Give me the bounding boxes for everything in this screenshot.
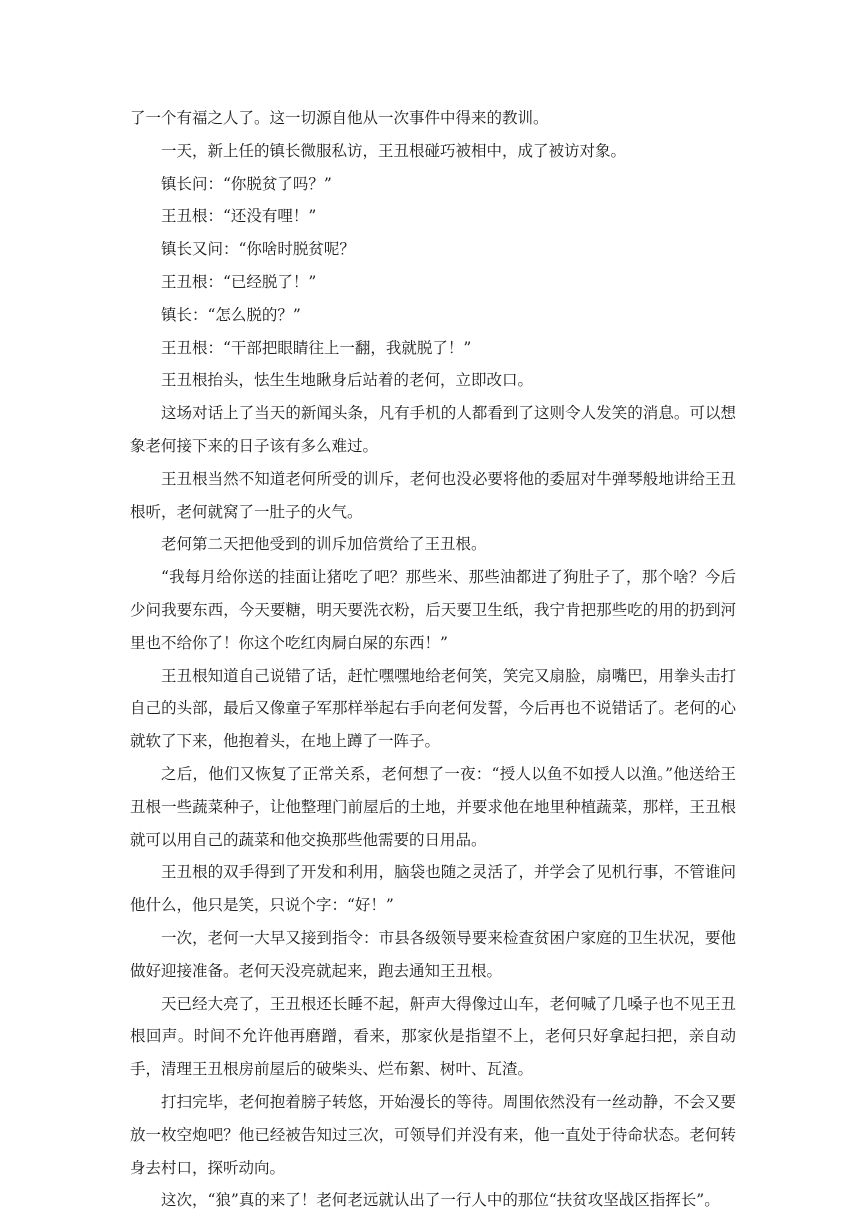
paragraph: 王丑根的双手得到了开发和利用，脑袋也随之灵活了，并学会了见机行事，不管谁问他什么，他只是笑，只说个字：“好！”: [130, 863, 736, 915]
paragraph: “我每月给你送的挂面让猪吃了吧？那些米、那些油都进了狗肚子了，那个啥？今后少问我要东西，今天要糖，明天要洗衣粉，后天要卫生纸，我宁肯把那些吃的用的扔到河里也不给你了！你这个吃红肉屙白屎的东西！”: [130, 568, 736, 652]
document-page: [130, 102, 736, 1217]
dialogue-line: 镇长又问：“你啥时脱贫呢？: [161, 240, 355, 259]
paragraph: 王丑根当然不知道老何所受的训斥，老何也没必要将他的委屈对牛弹琴般地讲给王丑根听，老何就窝了一肚子的火气。: [130, 469, 736, 521]
paragraph: 这场对话上了当天的新闻头条，凡有手机的人都看到了这则令人发笑的消息。可以想象老何接下来的日子该有多么难过。: [130, 404, 736, 455]
dialogue-line: 王丑根：“还没有哩！”: [161, 207, 317, 226]
paragraph: 打扫完毕，老何抱着膀子转悠，开始漫长的等待。周围依然没有一丝动静，不会又要放一枚空炮吧？他已经被告知过三次，可领导们并没有来，他一直处于待命状态。老何转身去村口，探听动向。: [130, 1092, 736, 1177]
paragraph: 一次，老何一大早又接到指令：市县各级领导要来检查贫困户家庭的卫生状况，要他做好迎接准备。老何天没亮就起来，跑去通知王丑根。: [130, 928, 736, 980]
paragraph: 天已经大亮了，王丑根还长睡不起，鼾声大得像过山车，老何喊了几嗓子也不见王丑根回声。时间不允许他再磨蹭，看来，那家伙是指望不上，老何只好拿起扫把，亲自动手，清理王丑根房前屋后的破柴头、烂布絮、树叶、瓦渣。: [130, 994, 736, 1079]
paragraph: 老何第二天把他受到的训斥加倍赏给了王丑根。: [161, 535, 487, 554]
paragraph: 一天，新上任的镇长微服私访，王丑根碰巧被相中，成了被访对象。: [161, 141, 627, 160]
dialogue-line: 镇长：“怎么脱的？”: [161, 305, 301, 324]
paragraph: 王丑根抬头，怯生生地瞅身后站着的老何，立即改口。: [161, 371, 534, 390]
paragraph-continuation: 了一个有福之人了。这一切源自他从一次事件中得来的教训。: [130, 109, 549, 127]
dialogue-line: 王丑根：“已经脱了！”: [161, 272, 317, 291]
paragraph: 这次，“狼”真的来了！老何老远就认出了一行人中的那位“扶贫攻坚战区指挥长”。: [161, 1191, 720, 1210]
dialogue-line: 镇长问：“你脱贫了吗？”: [161, 174, 332, 193]
paragraph: 王丑根知道自己说错了话，赶忙嘿嘿地给老何笑，笑完又扇脸，扇嘴巴，用拳头击打自己的头部，最后又像童子军那样举起右手向老何发誓，今后再也不说错话了。老何的心就软了下来，他抱着头，在地上蹲了一阵子。: [130, 666, 736, 751]
paragraph: 之后，他们又恢复了正常关系，老何想了一夜：“授人以鱼不如授人以渔。”他送给王丑根一些蔬菜种子，让他整理门前屋后的土地，并要求他在地里种植蔬菜，那样，王丑根就可以用自己的蔬菜和他交换那些他需要的日用品。: [130, 764, 736, 849]
dialogue-line: 王丑根：“干部把眼睛往上一翻，我就脱了！”: [161, 338, 472, 357]
